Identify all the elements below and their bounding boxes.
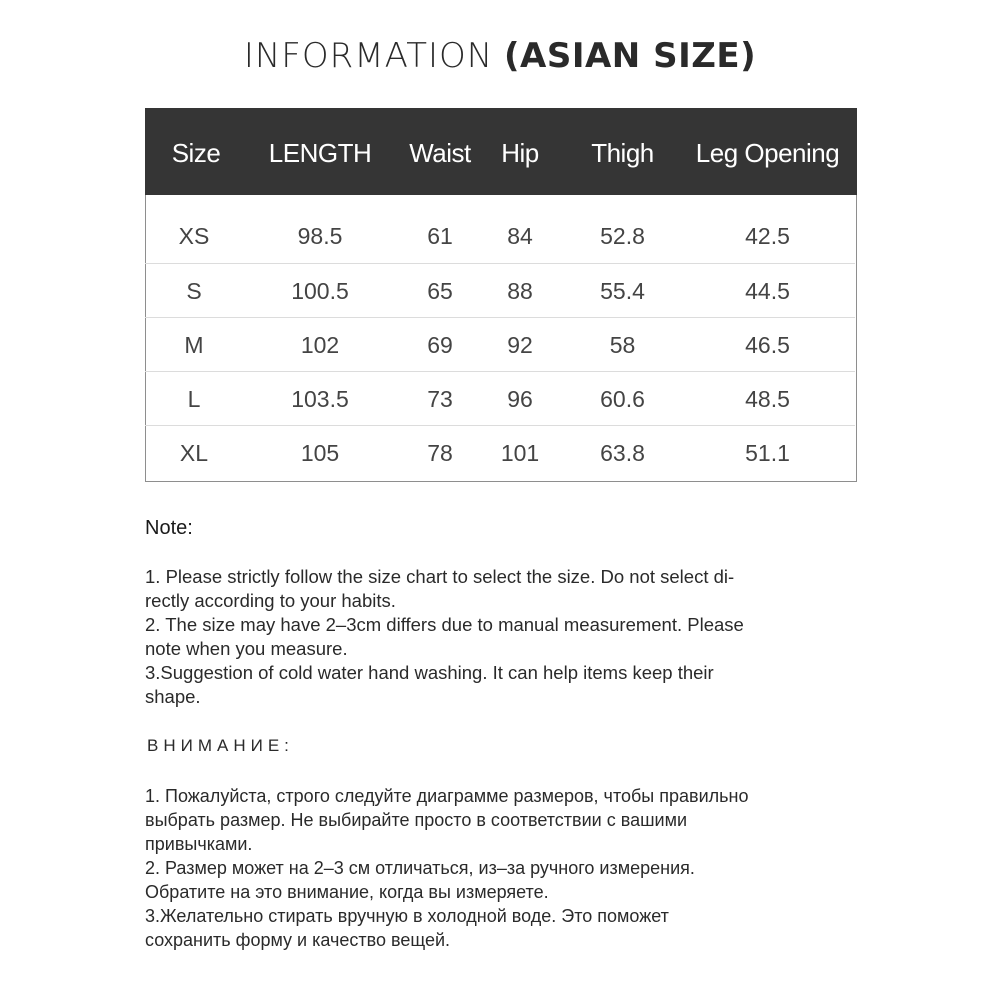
column-header-size: Size [171, 138, 221, 168]
cell-leg-opening: 44.5 [745, 278, 790, 304]
cell-thigh: 55.4 [600, 278, 645, 304]
cell-size: XS [178, 223, 210, 249]
cell-hip: 101 [500, 440, 540, 466]
column-header-thigh: Thigh [591, 138, 654, 168]
page-title [0, 34, 1000, 76]
table-row [145, 371, 855, 426]
russian-note-line: Обратите на это внимание, когда вы измеряете. [145, 882, 549, 902]
cell-leg-opening: 51.1 [745, 440, 790, 466]
note-line: 2. The size may have 2–3cm differs due to manual measurement. Please [145, 614, 744, 635]
note-list [145, 565, 845, 709]
cell-leg-opening: 46.5 [745, 332, 790, 358]
note-line: 3.Suggestion of cold water hand washing. It can help items keep their [145, 662, 714, 683]
note-line: 1. Please strictly follow the size chart to select the size. Do not select di- [145, 566, 735, 587]
table-header [145, 108, 857, 195]
note-heading: Note: [145, 517, 193, 539]
cell-length: 103.5 [291, 386, 349, 412]
cell-thigh: 58 [609, 332, 636, 358]
cell-length: 98.5 [297, 223, 343, 249]
cell-leg-opening: 48.5 [745, 386, 790, 412]
cell-size: L [187, 386, 201, 412]
cell-length: 102 [300, 332, 340, 358]
cell-waist: 73 [427, 386, 453, 412]
cell-size: XL [179, 440, 209, 466]
cell-thigh: 63.8 [600, 440, 645, 466]
cell-waist: 78 [427, 440, 453, 466]
cell-size: M [184, 332, 204, 358]
column-header-length: LENGTH [268, 138, 372, 168]
cell-size: S [186, 278, 202, 304]
table-row [145, 263, 855, 318]
title-main: INFORMATION [243, 36, 494, 76]
cell-hip: 84 [507, 223, 533, 249]
cell-thigh: 52.8 [600, 223, 645, 249]
table-row [145, 425, 855, 480]
cell-length: 105 [300, 440, 340, 466]
column-header-waist: Waist [409, 138, 471, 168]
russian-note-heading: ВНИМАНИЕ: [147, 736, 294, 755]
russian-note-line: 1. Пожалуйста, строго следуйте диаграмме размеров, чтобы правильно [145, 786, 749, 806]
note-line: shape. [145, 686, 201, 707]
column-header-leg-opening: Leg Opening [695, 138, 840, 168]
table-row [145, 209, 855, 263]
russian-note-line: привычками. [145, 834, 253, 854]
title-qualifier: (ASIAN SIZE) [503, 36, 757, 76]
cell-waist: 69 [427, 332, 453, 358]
cell-thigh: 60.6 [600, 386, 645, 412]
russian-note-line: выбрать размер. Не выбирайте просто в соответствии с вашими [145, 810, 688, 830]
note-line: note when you measure. [145, 638, 348, 659]
russian-note-line: сохранить форму и качество вещей. [145, 930, 451, 950]
cell-length: 100.5 [291, 278, 349, 304]
russian-note-list [145, 784, 855, 952]
table-row [145, 317, 855, 372]
russian-note-line: 2. Размер может на 2–3 см отличаться, из–за ручного измерения. [145, 858, 695, 878]
column-header-hip: Hip [501, 138, 539, 168]
cell-hip: 96 [507, 386, 533, 412]
cell-waist: 65 [427, 278, 453, 304]
cell-waist: 61 [427, 223, 453, 249]
cell-hip: 92 [507, 332, 533, 358]
russian-note-line: 3.Желательно стирать вручную в холодной воде. Это поможет [145, 906, 669, 926]
cell-leg-opening: 42.5 [745, 223, 790, 249]
note-line: rectly according to your habits. [145, 590, 396, 611]
cell-hip: 88 [507, 278, 533, 304]
